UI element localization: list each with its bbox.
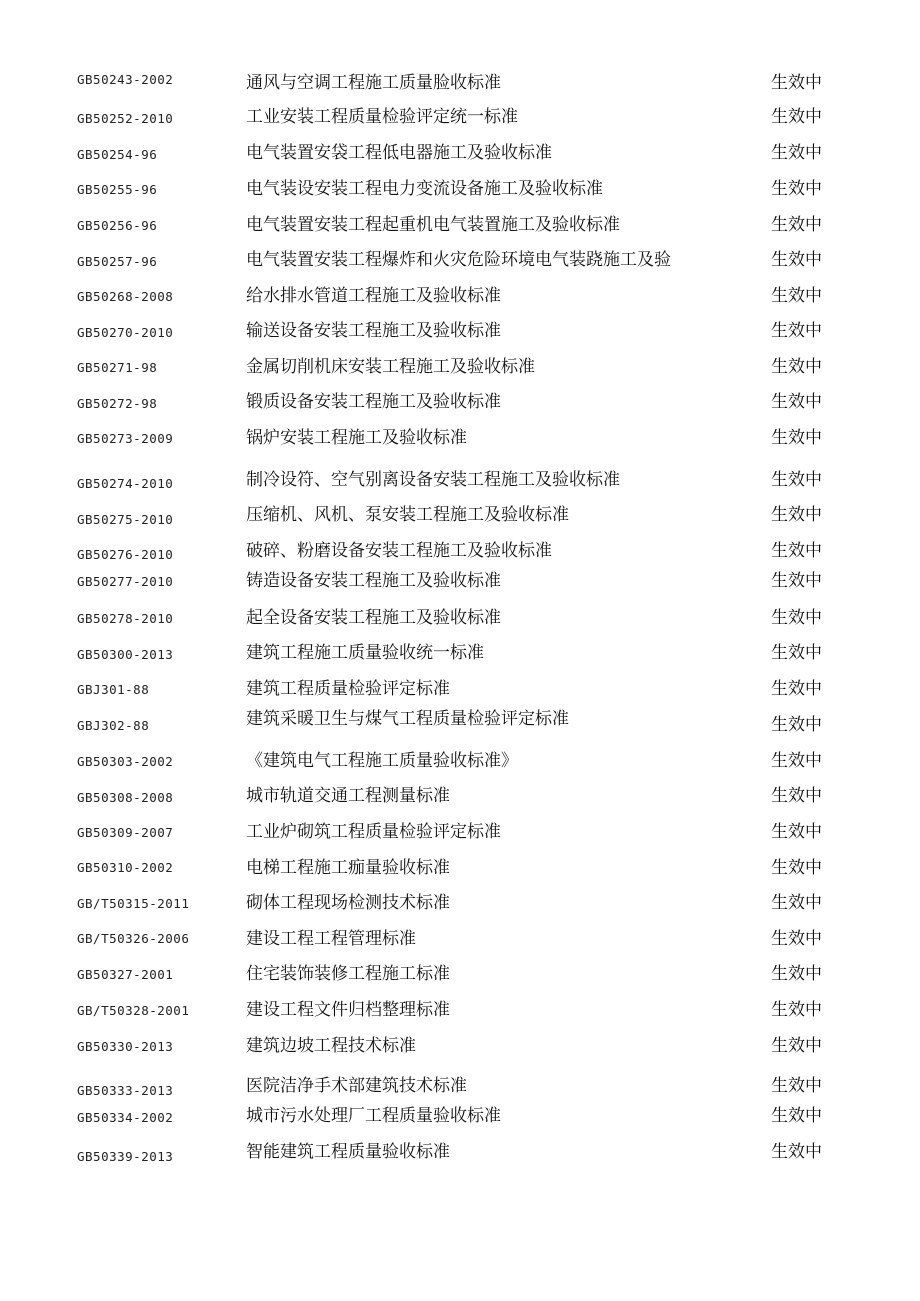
standard-title: 电气装置安装工程起重机电气装置施工及验收标准 xyxy=(246,215,620,235)
standard-title: 电气装置安袋工程低电器施工及验收标准 xyxy=(246,143,552,163)
standard-code: GB50276-2010 xyxy=(77,547,174,562)
standard-code: GB50309-2007 xyxy=(77,825,174,840)
standard-code: GB50300-2013 xyxy=(77,647,174,662)
standard-title: 住宅装饰装修工程施工标准 xyxy=(246,964,450,984)
standard-title: 智能建筑工程质量验收标准 xyxy=(246,1142,450,1162)
standard-code: GB50330-2013 xyxy=(77,1039,174,1054)
standard-code: GB50334-2002 xyxy=(77,1110,174,1125)
standard-title: 制冷设符、空气别离设备安装工程施工及验收标准 xyxy=(246,470,620,490)
standard-title: 工业炉砌筑工程质量检验评定标准 xyxy=(246,822,501,842)
standard-code: GB50278-2010 xyxy=(77,611,174,626)
standard-status: 生效中 xyxy=(771,679,822,699)
standard-code: GBJ301-88 xyxy=(77,682,150,697)
standard-title: 铸造设备安装工程施工及验收标准 xyxy=(246,571,501,591)
standard-status: 生效中 xyxy=(771,357,822,377)
standard-status: 生效中 xyxy=(771,715,822,735)
standard-status: 生效中 xyxy=(771,505,822,525)
standard-title: 锻质设备安装工程施工及验收标准 xyxy=(246,392,501,412)
standard-title: 《建筑电气工程施工质量验收标准》 xyxy=(246,751,518,771)
standard-code: GB50256-96 xyxy=(77,218,158,233)
standard-code: GB50310-2002 xyxy=(77,860,174,875)
standard-title: 通风与空调工程施工质量脸收标准 xyxy=(246,73,501,93)
standard-code: GB50271-98 xyxy=(77,360,158,375)
standard-status: 生效中 xyxy=(771,428,822,448)
standard-status: 生效中 xyxy=(771,470,822,490)
standard-code: GB50339-2013 xyxy=(77,1149,174,1164)
standard-title: 工业安装工程质量检验评定统一标准 xyxy=(246,107,518,127)
standard-title: 医院洁净手术部建筑技术标准 xyxy=(246,1076,467,1096)
standard-title: 建筑采暖卫生与煤气工程质量检验评定标准 xyxy=(246,709,569,729)
standard-title: 建筑边坡工程技术标准 xyxy=(246,1036,416,1056)
standard-title: 输送设备安装工程施工及验收标准 xyxy=(246,321,501,341)
standard-title: 给水排水管道工程施工及验收标准 xyxy=(246,286,501,306)
standard-code: GB50333-2013 xyxy=(77,1083,174,1098)
standard-code: GB50270-2010 xyxy=(77,325,174,340)
standard-code: GB50272-98 xyxy=(77,396,158,411)
standard-title: 城市污水处理厂工程质量验收标准 xyxy=(246,1106,501,1126)
standard-code: GB50277-2010 xyxy=(77,574,174,589)
standard-code: GB50327-2001 xyxy=(77,967,174,982)
standard-status: 生效中 xyxy=(771,1036,822,1056)
standard-status: 生效中 xyxy=(771,107,822,127)
standard-title: 建筑工程施工质量验收统一标准 xyxy=(246,643,484,663)
standard-title: 金属切削机床安装工程施工及验收标准 xyxy=(246,357,535,377)
standard-code: GB50268-2008 xyxy=(77,289,174,304)
standard-code: GBJ302-88 xyxy=(77,718,150,733)
standard-status: 生效中 xyxy=(771,822,822,842)
standard-status: 生效中 xyxy=(771,1000,822,1020)
standard-status: 生效中 xyxy=(771,1142,822,1162)
standard-status: 生效中 xyxy=(771,541,822,561)
standard-code: GB50303-2002 xyxy=(77,754,174,769)
standard-status: 生效中 xyxy=(771,143,822,163)
standard-code: GB50273-2009 xyxy=(77,431,174,446)
standard-code: GB∕T50315-2011 xyxy=(77,896,190,911)
standard-status: 生效中 xyxy=(771,250,822,270)
standard-status: 生效中 xyxy=(771,179,822,199)
standard-status: 生效中 xyxy=(771,608,822,628)
standard-status: 生效中 xyxy=(771,571,822,591)
standard-title: 城市轨道交通工程测量标准 xyxy=(246,786,450,806)
standard-status: 生效中 xyxy=(771,858,822,878)
standard-title: 压缩机、风机、泵安装工程施工及验收标准 xyxy=(246,505,569,525)
standard-status: 生效中 xyxy=(771,893,822,913)
standard-title: 电气装置安装工程爆炸和火灾危险环境电气装跷施工及验 xyxy=(246,250,671,270)
standard-status: 生效中 xyxy=(771,643,822,663)
standard-status: 生效中 xyxy=(771,215,822,235)
standard-status: 生效中 xyxy=(771,929,822,949)
standard-title: 起全设备安装工程施工及验收标准 xyxy=(246,608,501,628)
standard-code: GB50255-96 xyxy=(77,182,158,197)
standard-code: GB50308-2008 xyxy=(77,790,174,805)
standard-title: 砌体工程现场检测技术标准 xyxy=(246,893,450,913)
standard-status: 生效中 xyxy=(771,1076,822,1096)
standard-status: 生效中 xyxy=(771,786,822,806)
standard-code: GB50252-2010 xyxy=(77,111,174,126)
standard-title: 电梯工程施工痂量验收标准 xyxy=(246,858,450,878)
standard-status: 生效中 xyxy=(771,751,822,771)
standard-status: 生效中 xyxy=(771,1106,822,1126)
standard-status: 生效中 xyxy=(771,964,822,984)
standard-code: GB50243-2002 xyxy=(77,72,174,87)
standard-title: 破碎、粉磨设备安装工程施工及验收标准 xyxy=(246,541,552,561)
standard-title: 建筑工程质量检验评定标准 xyxy=(246,679,450,699)
standard-code: GB∕T50328-2001 xyxy=(77,1003,190,1018)
standard-code: GB50257-96 xyxy=(77,254,158,269)
standard-status: 生效中 xyxy=(771,73,822,93)
standard-code: GB50274-2010 xyxy=(77,476,174,491)
standard-title: 锅炉安装工程施工及验收标准 xyxy=(246,428,467,448)
standard-code: GB50275-2010 xyxy=(77,512,174,527)
standard-title: 建设工程工程管理标准 xyxy=(246,929,416,949)
standard-code: GB50254-96 xyxy=(77,147,158,162)
standard-status: 生效中 xyxy=(771,392,822,412)
standard-code: GB∕T50326-2006 xyxy=(77,931,190,946)
standard-status: 生效中 xyxy=(771,286,822,306)
standard-status: 生效中 xyxy=(771,321,822,341)
standard-title: 电气装设安装工程电力变流设备施工及验收标准 xyxy=(246,179,603,199)
standard-title: 建设工程文件归档整理标准 xyxy=(246,1000,450,1020)
